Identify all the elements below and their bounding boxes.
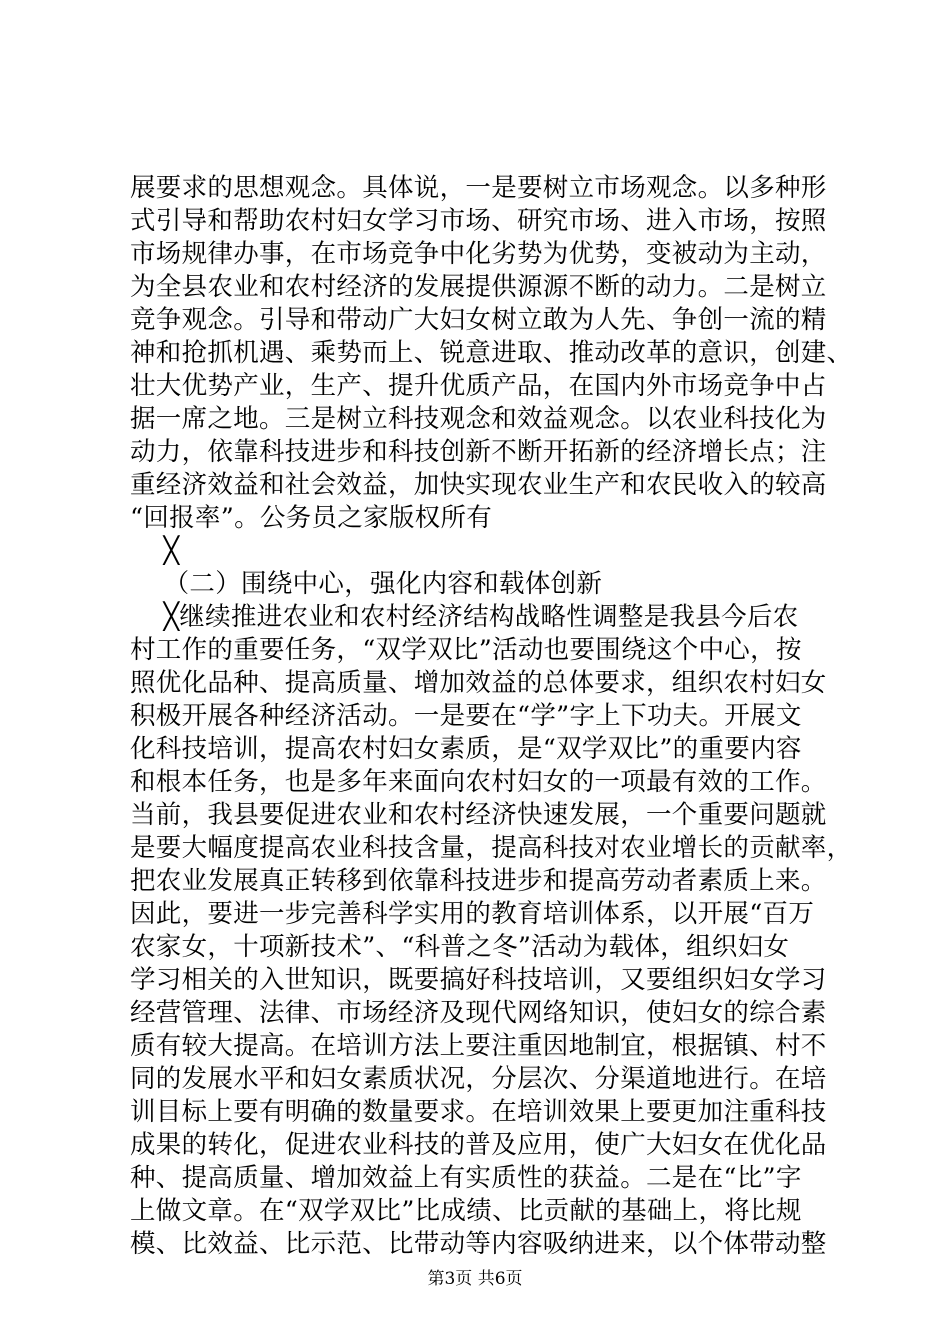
section-heading: （二）围绕中心，强化内容和载体创新 [130, 569, 603, 599]
text-line: 同的发展水平和妇女素质状况，分层次、分渠道地进行。在培 [130, 1064, 827, 1094]
text-line: 市场规律办事，在市场竞争中化劣势为优势，变被动为主动， [130, 239, 827, 269]
text-line: 神和抢抓机遇、乘势而上、锐意进取、推动改革的意识，创建、 [130, 338, 853, 368]
text-line: 积极开展各种经济活动。一是要在“学”字上下功夫。开展文 [130, 701, 802, 731]
text-line: 化科技培训，提高农村妇女素质，是“双学双比”的重要内容 [130, 734, 802, 764]
text-line: 种、提高质量、增加效益上有实质性的获益。二是在“比”字 [130, 1163, 802, 1193]
cross-mark-line: ╳ [130, 536, 180, 566]
text-line: 和根本任务，也是多年来面向农村妇女的一项最有效的工作。 [130, 767, 827, 797]
text-line: 竞争观念。引导和带动广大妇女树立敢为人先、争创一流的精 [130, 305, 827, 335]
text-line: 经营管理、法律、市场经济及现代网络知识，使妇女的综合素 [130, 998, 827, 1028]
text-line: 村工作的重要任务，“双学双比”活动也要围绕这个中心，按 [130, 635, 802, 665]
text-line: 壮大优势产业，生产、提升优质产品，在国内外市场竞争中占 [130, 371, 827, 401]
page-number-footer: 第3页 共6页 [427, 1269, 523, 1289]
text-line: 模、比效益、比示范、比带动等内容吸纳进来，以个体带动整 [130, 1229, 827, 1259]
text-line: 为全县农业和农村经济的发展提供源源不断的动力。二是树立 [130, 272, 827, 302]
text-line: 动力，依靠科技进步和科技创新不断开拓新的经济增长点；注 [130, 437, 827, 467]
text-line: ╳继续推进农业和农村经济结构战略性调整是我县今后农 [130, 602, 799, 632]
text-line: 成果的转化，促进农业科技的普及应用，使广大妇女在优化品 [130, 1130, 827, 1160]
text-line: 把农业发展真正转移到依靠科技进步和提高劳动者素质上来。 [130, 866, 827, 896]
text-line: 当前，我县要促进农业和农村经济快速发展，一个重要问题就 [130, 800, 827, 830]
text-line: “回报率”。公务员之家版权所有 [130, 503, 493, 533]
text-line: 据一席之地。三是树立科技观念和效益观念。以农业科技化为 [130, 404, 827, 434]
text-line: 质有较大提高。在培训方法上要注重因地制宜，根据镇、村不 [130, 1031, 827, 1061]
text-line: 因此，要进一步完善科学实用的教育培训体系，以开展“百万 [130, 899, 815, 929]
text-line: 重经济效益和社会效益，加快实现农业生产和农民收入的较高 [130, 470, 827, 500]
text-line: 照优化品种、提高质量、增加效益的总体要求，组织农村妇女 [130, 668, 827, 698]
text-line: 展要求的思想观念。具体说，一是要树立市场观念。以多种形 [130, 173, 827, 203]
text-line: 农家女，十项新技术”、“科普之冬”活动为载体，组织妇女 [130, 932, 790, 962]
text-line: 学习相关的入世知识，既要搞好科技培训，又要组织妇女学习 [130, 965, 827, 995]
text-line: 是要大幅度提高农业科技含量，提高科技对农业增长的贡献率， [130, 833, 853, 863]
text-line: 训目标上要有明确的数量要求。在培训效果上要更加注重科技 [130, 1097, 827, 1127]
text-line: 式引导和帮助农村妇女学习市场、研究市场、进入市场，按照 [130, 206, 827, 236]
text-line: 上做文章。在“双学双比”比成绩、比贡献的基础上，将比规 [130, 1196, 802, 1226]
